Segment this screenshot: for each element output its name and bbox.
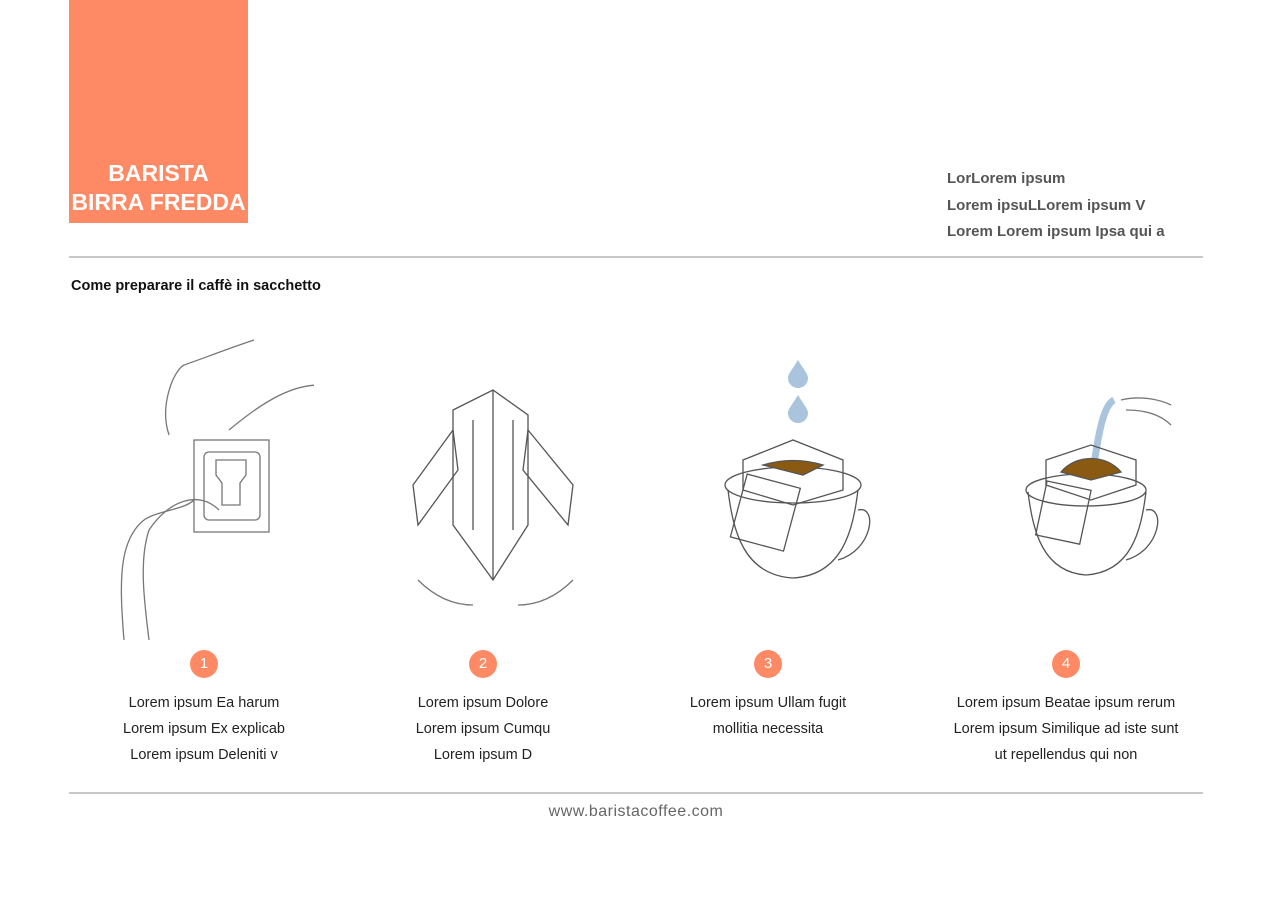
step-1 [64,300,344,763]
step-number: 2 [469,650,497,678]
footer-website: www.baristacoffee.com [548,803,724,820]
brew-coffee-illustration [956,300,1176,620]
brand-line1: BARISTA [108,160,209,186]
step-description [64,690,344,768]
desc-line: Lorem ipsum Ea harum [128,695,280,711]
step-number: 1 [190,650,218,678]
desc-line: Lorem ipsum Deleniti v [130,747,278,763]
step-number: 4 [1052,650,1080,678]
divider [69,256,1203,258]
info-line: Lorem ipsuLLorem ipsum V [947,196,1146,214]
open-filter-illustration [373,300,593,620]
info-line: Lorem Lorem ipsum Ipsa qui a [947,223,1165,240]
desc-line: Lorem ipsum Cumqu [415,721,551,737]
step-number: 3 [754,650,782,678]
hand-tearing-bag-illustration [94,300,314,640]
desc-line: Lorem ipsum Dolore [417,695,549,711]
section-title: Come preparare il caffè in sacchetto [71,278,321,294]
info-line: LorLorem ipsum [947,170,1066,187]
footer-divider [69,792,1203,794]
desc-line: Lorem ipsum Similique ad iste sunt [953,721,1179,737]
desc-line: Lorem ipsum Ullam fugit [689,695,847,711]
desc-line: ut repellendus qui non [994,747,1138,763]
step-description [926,690,1206,768]
step-4 [926,300,1206,763]
brand-logo [69,0,248,223]
brand-line2: BIRRA FREDDA [71,189,246,215]
pour-water-illustration [658,300,878,620]
step-description [628,690,908,742]
desc-line: Lorem ipsum Beatae ipsum rerum [956,695,1176,711]
desc-line: mollitia necessita [712,721,824,737]
step-3 [628,300,908,737]
desc-line: Lorem ipsum Ex explicab [123,721,285,737]
step-description [343,690,623,768]
step-2 [343,300,623,763]
header-info [947,166,1165,246]
desc-line: Lorem ipsum D [433,747,533,763]
